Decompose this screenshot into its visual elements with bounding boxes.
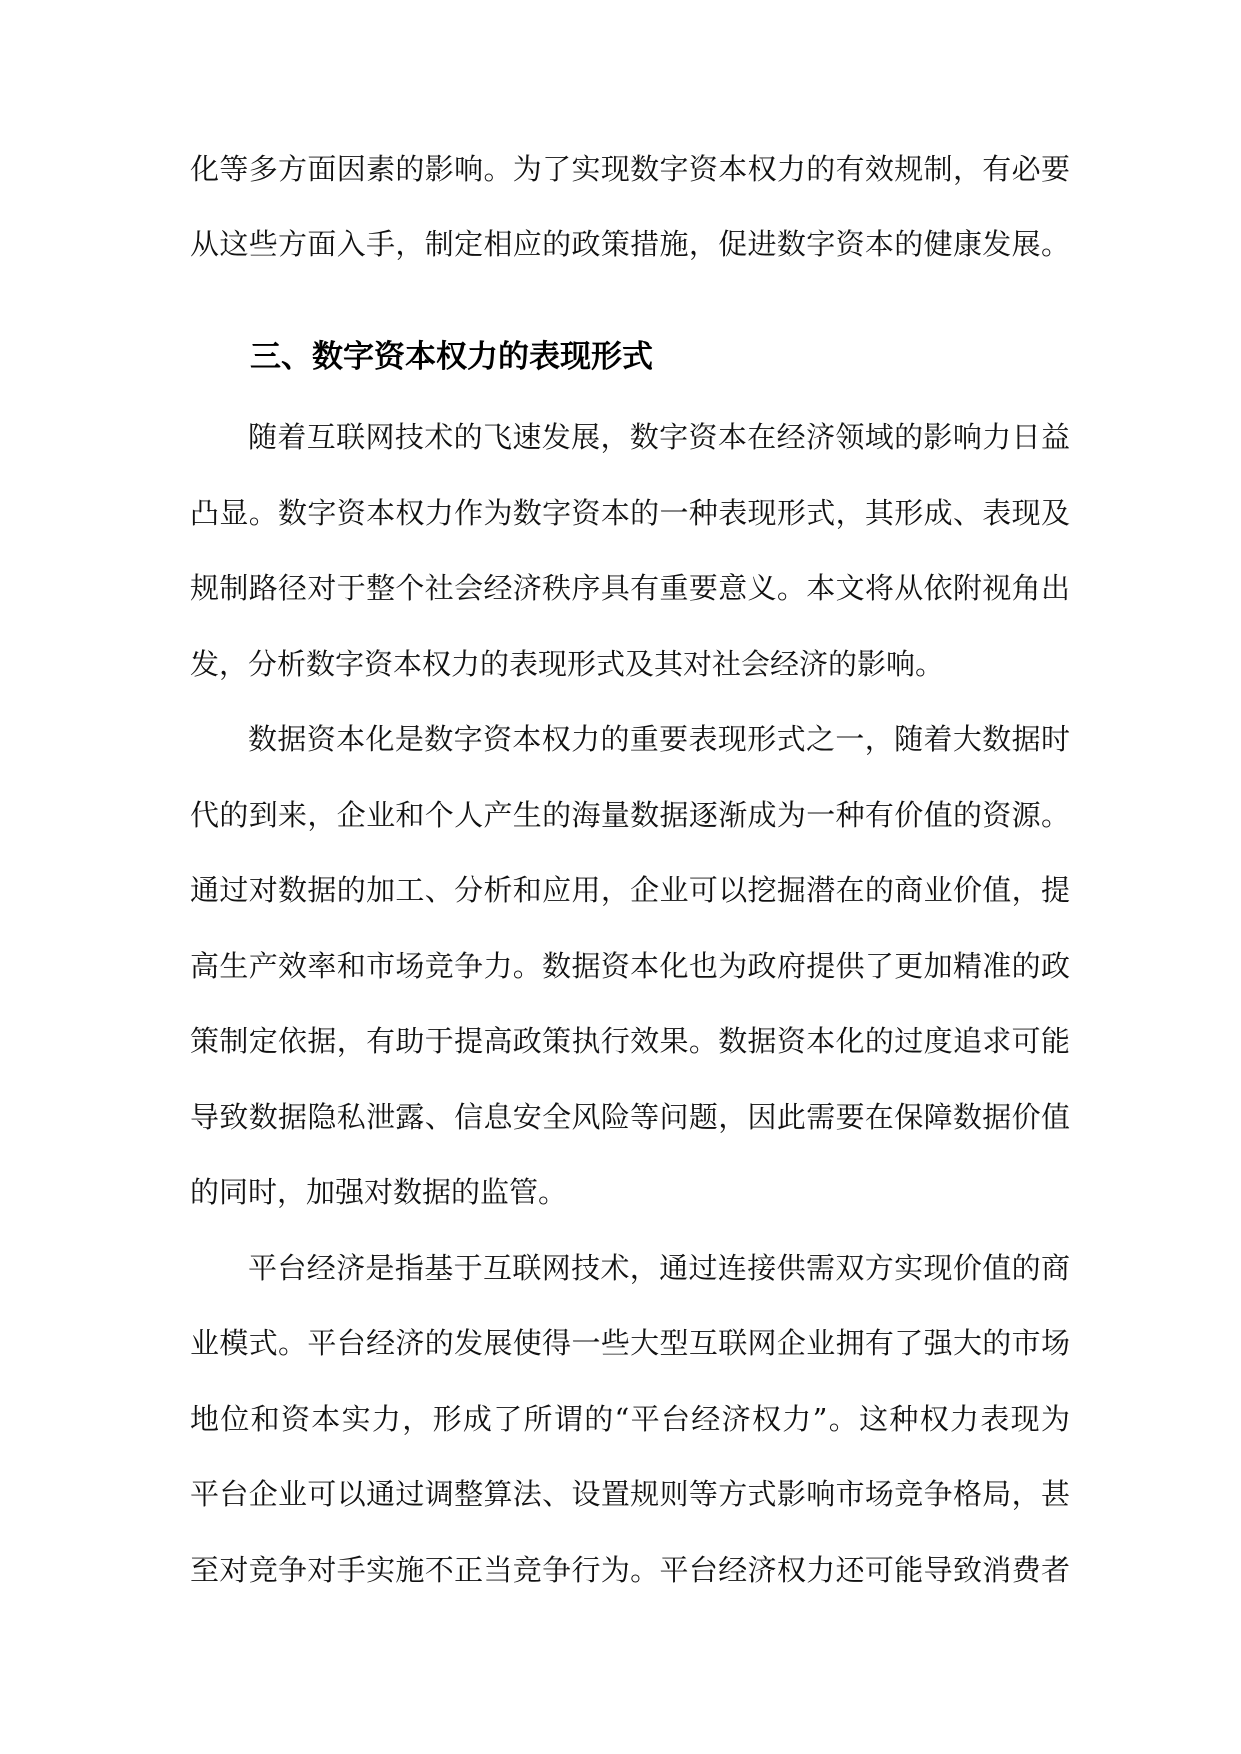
text-line: 发，分析数字资本权力的表现形式及其对社会经济的影响。	[190, 647, 945, 681]
text-line: 凸显。数字资本权力作为数字资本的一种表现形式，其形成、表现及	[190, 496, 1070, 530]
text-line: 代的到来，企业和个人产生的海量数据逐渐成为一种有价值的资源。	[190, 798, 1070, 832]
text-line: 数据资本化是数字资本权力的重要表现形式之一，随着大数据时	[248, 722, 1070, 756]
text-line: 的同时，加强对数据的监管。	[190, 1175, 568, 1209]
text-line: 至对竞争对手实施不正当竞争行为。平台经济权力还可能导致消费者	[190, 1553, 1070, 1587]
text-line: 平台经济是指基于互联网技术，通过连接供需双方实现价值的商	[248, 1251, 1070, 1285]
text-line: 通过对数据的加工、分析和应用，企业可以挖掘潜在的商业价值，提	[190, 873, 1070, 907]
text-line: 随着互联网技术的飞速发展，数字资本在经济领域的影响力日益	[248, 420, 1070, 454]
text-line: 规制路径对于整个社会经济秩序具有重要意义。本文将从依附视角出	[190, 571, 1070, 605]
text-line: 平台企业可以通过调整算法、设置规则等方式影响市场竞争格局，甚	[190, 1477, 1070, 1511]
text-line: 高生产效率和市场竞争力。数据资本化也为政府提供了更加精准的政	[190, 949, 1070, 983]
text-line: 业模式。平台经济的发展使得一些大型互联网企业拥有了强大的市场	[190, 1326, 1070, 1360]
text-line: 导致数据隐私泄露、信息安全风险等问题，因此需要在保障数据价值	[190, 1100, 1070, 1134]
text-line: 策制定依据，有助于提高政策执行效果。数据资本化的过度追求可能	[190, 1024, 1070, 1058]
text-line: 地位和资本实力，形成了所谓的“平台经济权力”。这种权力表现为	[190, 1402, 1070, 1436]
text-line: 化等多方面因素的影响。为了实现数字资本权力的有效规制，有必要	[190, 152, 1070, 186]
section-heading: 三、数字资本权力的表现形式	[250, 339, 653, 375]
text-line: 从这些方面入手，制定相应的政策措施，促进数字资本的健康发展。	[190, 227, 1070, 261]
